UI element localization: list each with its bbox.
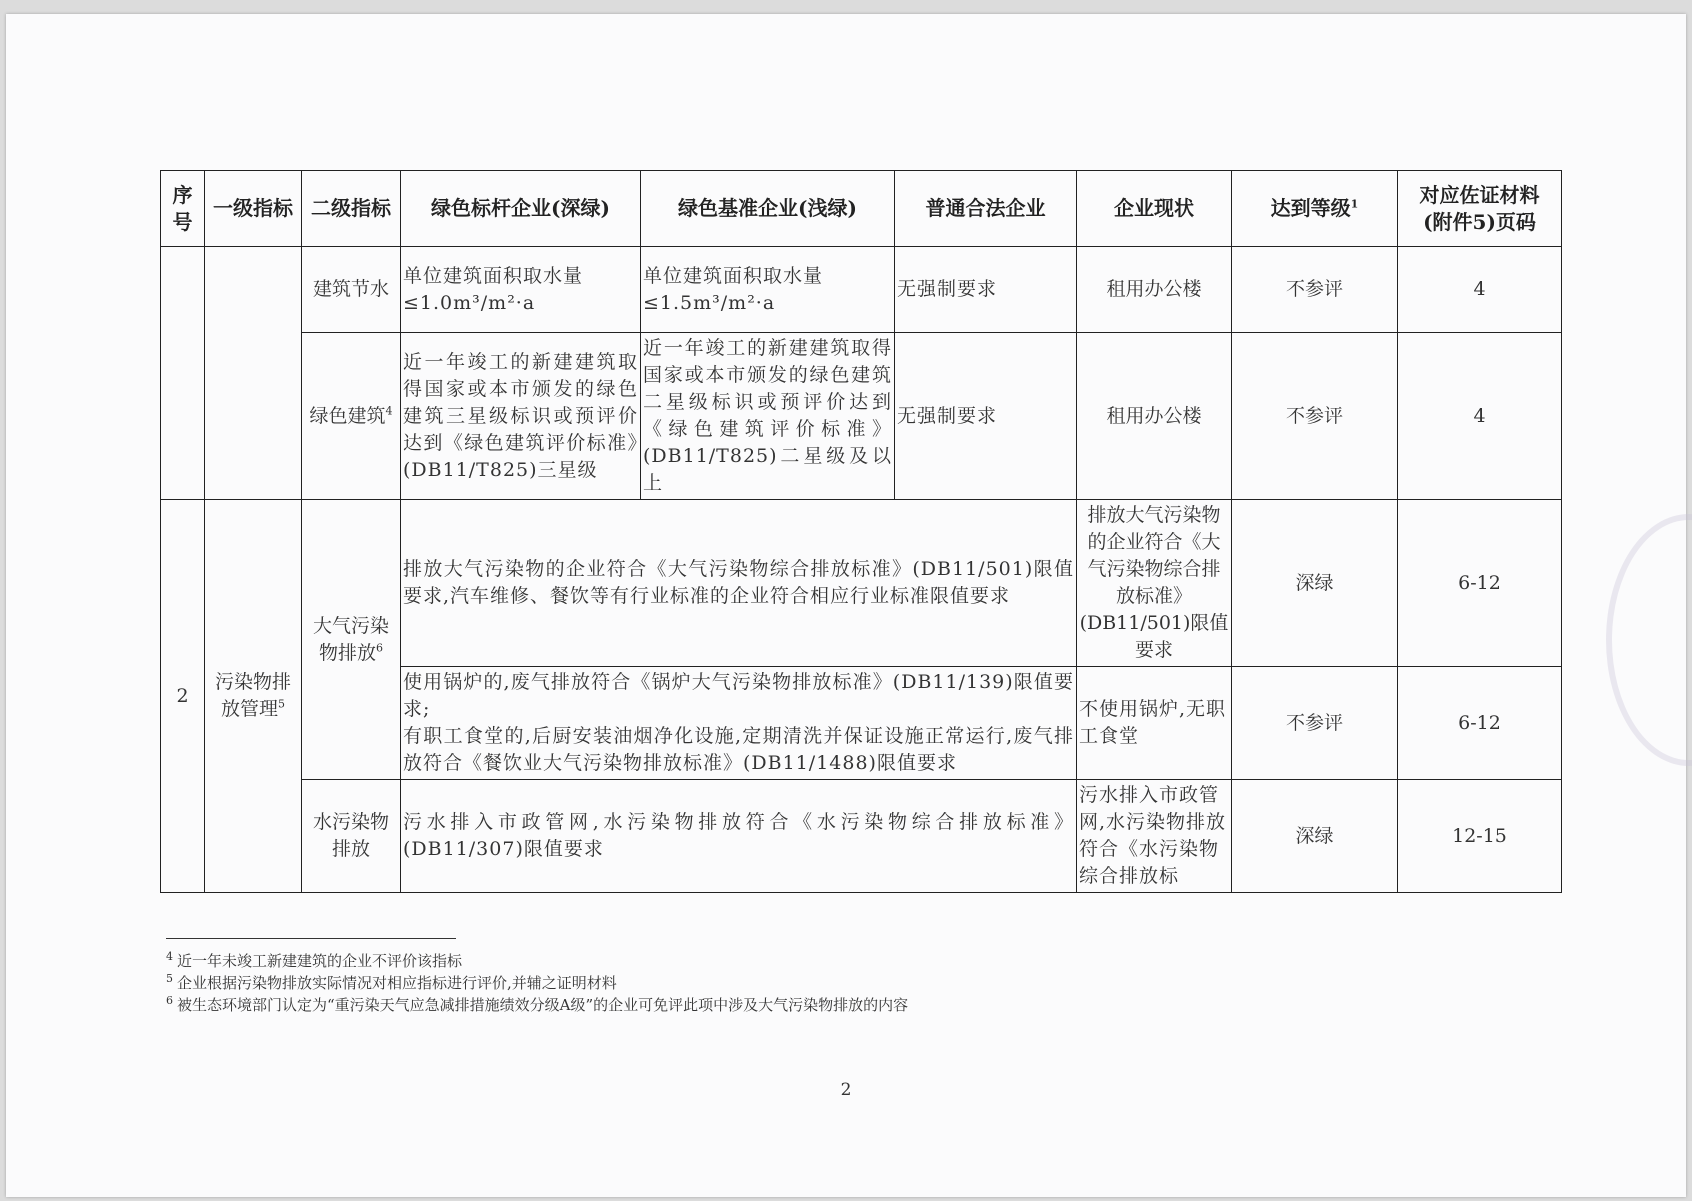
page-cell: 12-15: [1398, 780, 1562, 893]
seal-stamp: [1606, 514, 1692, 766]
header-benchmark: 绿色标杆企业(深绿): [401, 171, 641, 247]
table-row: [161, 333, 1562, 500]
level2-cell: 水污染物排放: [302, 780, 401, 893]
page-number: 2: [840, 1080, 852, 1100]
page-cell: 6-12: [1398, 667, 1562, 780]
seq-cell: 2: [161, 500, 205, 893]
level2-footnote: 4: [385, 404, 393, 418]
seq-cell-empty: [161, 247, 205, 500]
evaluation-table: [160, 170, 1562, 893]
footnotes: [166, 950, 1466, 1016]
header-baseline: 绿色基准企业(浅绿): [641, 171, 895, 247]
footnote-number: 4: [166, 950, 173, 963]
grade-cell: 不参评: [1232, 247, 1398, 333]
level2-cell: 建筑节水: [302, 247, 401, 333]
baseline-line2: ≤1.5m³/m²·a: [643, 291, 776, 314]
level2-cell: [302, 333, 401, 500]
header-grade-footnote: 1: [1350, 197, 1359, 211]
header-level1: 一级指标: [205, 171, 302, 247]
footnote-item: [166, 972, 1466, 994]
status-cell: 租用办公楼: [1077, 247, 1232, 333]
grade-cell: 深绿: [1232, 780, 1398, 893]
ordinary-cell: 无强制要求: [895, 333, 1077, 500]
header-status: 企业现状: [1077, 171, 1232, 247]
header-evidence-line1: 对应佐证材料: [1419, 182, 1540, 207]
level2-label: 大气污染物排放: [312, 614, 389, 664]
page-cell: 4: [1398, 333, 1562, 500]
requirement-line2: 有职工食堂的,后厨安装油烟净化设施,定期清洗并保证设施正常运行,废气排放符合《餐饮业大气污染物排放标准》(DB11/1488)限值要求: [403, 725, 1074, 774]
header-grade-label: 达到等级: [1270, 196, 1351, 220]
grade-cell: 深绿: [1232, 500, 1398, 667]
header-row: [161, 171, 1562, 247]
page-cell: 4: [1398, 247, 1562, 333]
benchmark-line1: 单位建筑面积取水量: [403, 264, 584, 287]
footnote-text: 近一年未竣工新建建筑的企业不评价该指标: [177, 952, 463, 970]
grade-cell: 不参评: [1232, 333, 1398, 500]
page-cell: 6-12: [1398, 500, 1562, 667]
requirement-cell: 排放大气污染物的企业符合《大气污染物综合排放标准》(DB11/501)限值要求,汽车维修、餐饮等有行业标准的企业符合相应行业标准限值要求: [401, 500, 1077, 667]
baseline-line1: 单位建筑面积取水量: [643, 264, 824, 287]
status-cell: 租用办公楼: [1077, 333, 1232, 500]
requirement-cell: 污水排入市政管网,水污染物排放符合《水污染物综合排放标准》(DB11/307)限值要求: [401, 780, 1077, 893]
baseline-cell: 近一年竣工的新建建筑取得国家或本市颁发的绿色建筑二星级标识或预评价达到《绿色建筑评价标准》(DB11/T825)二星级及以上: [641, 333, 895, 500]
level2-label: 绿色建筑: [309, 404, 386, 427]
level1-cell: [205, 500, 302, 893]
footnote-item: [166, 994, 1466, 1016]
header-level2: 二级指标: [302, 171, 401, 247]
level1-footnote: 5: [278, 697, 285, 711]
status-cell: 排放大气污染物的企业符合《大气污染物综合排放标准》(DB11/501)限值要求: [1077, 500, 1232, 667]
status-cell: 污水排入市政管网,水污染物排放符合《水污染物综合排放标: [1077, 780, 1232, 893]
header-evidence: [1398, 171, 1562, 247]
requirement-line1: 使用锅炉的,废气排放符合《锅炉大气污染物排放标准》(DB11/139)限值要求;: [403, 671, 1074, 720]
footnote-item: [166, 950, 1466, 972]
level2-footnote: 6: [376, 641, 383, 655]
header-grade: [1232, 171, 1398, 247]
table-row: [161, 500, 1562, 667]
grade-cell: 不参评: [1232, 667, 1398, 780]
table-row: [161, 780, 1562, 893]
benchmark-cell: 近一年竣工的新建建筑取得国家或本市颁发的绿色建筑三星级标识或预评价达到《绿色建筑评价标准》(DB11/T825)三星级: [401, 333, 641, 500]
status-cell: 不使用锅炉,无职工食堂: [1077, 667, 1232, 780]
benchmark-line2: ≤1.0m³/m²·a: [403, 291, 536, 314]
benchmark-cell: [401, 247, 641, 333]
header-evidence-line2: (附件5)页码: [1423, 209, 1536, 234]
requirement-cell: [401, 667, 1077, 780]
footnote-text: 被生态环境部门认定为“重污染天气应急减排措施绩效分级A级”的企业可免评此项中涉及大气污染物排放的内容: [177, 996, 909, 1014]
level1-cell-empty: [205, 247, 302, 500]
footnote-number: 5: [166, 972, 173, 985]
table-row: [161, 247, 1562, 333]
ordinary-cell: 无强制要求: [895, 247, 1077, 333]
header-ordinary: 普通合法企业: [895, 171, 1077, 247]
footnote-text: 企业根据污染物排放实际情况对相应指标进行评价,并辅之证明材料: [177, 974, 617, 992]
footnote-divider: [166, 938, 456, 939]
baseline-cell: [641, 247, 895, 333]
level2-cell: [302, 500, 401, 780]
footnote-number: 6: [166, 994, 173, 1007]
level1-label: 污染物排放管理: [214, 671, 291, 720]
header-seq: 序号: [161, 171, 205, 247]
